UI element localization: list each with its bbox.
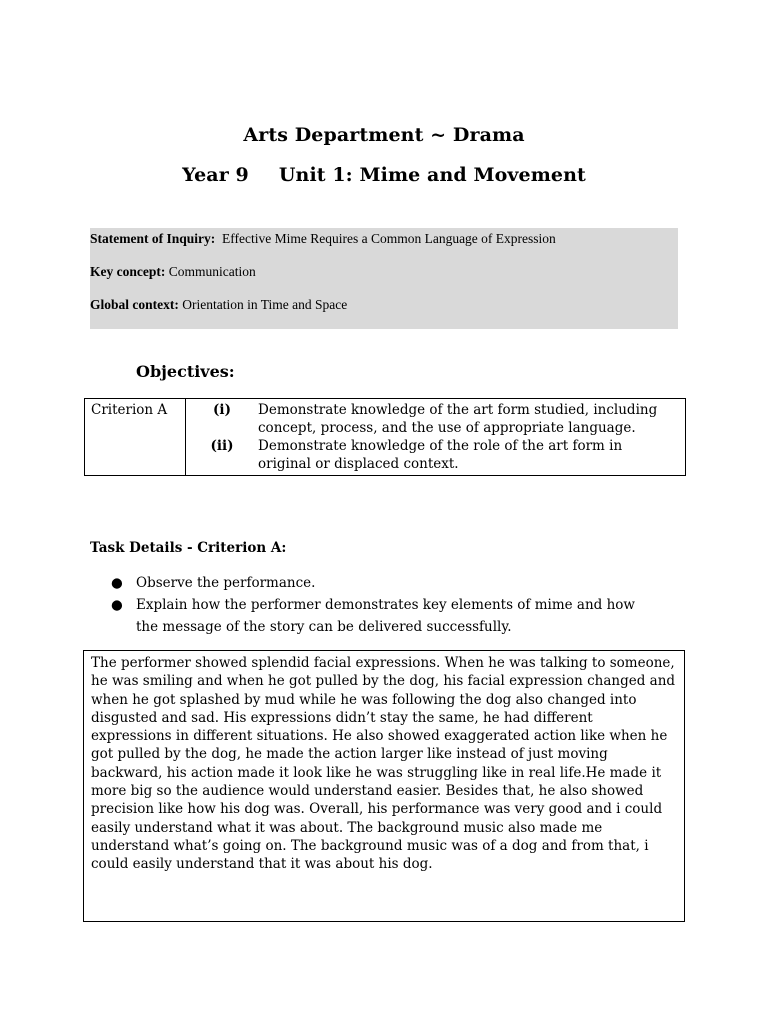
global-context-label: Global context: (90, 297, 179, 312)
bullet-icon: ● (111, 575, 123, 591)
bullet-icon: ● (111, 597, 123, 613)
task-text: Explain how the performer demonstrates key elements of mime and how the message of the story can be delivered successfully. (136, 597, 635, 635)
unit-subtitle (0, 164, 768, 186)
table-row (85, 399, 686, 476)
objective-items-cell (186, 399, 686, 476)
statement-label: Statement of Inquiry: (90, 231, 216, 246)
objective-text: Demonstrate knowledge of the role of the art form in original or displaced context. (258, 438, 623, 472)
objectives-table (84, 398, 686, 476)
key-concept (90, 264, 256, 280)
objectives-heading: Objectives: (136, 362, 235, 381)
list-item (90, 594, 650, 638)
statement-value: Effective Mime Requires a Common Language of Expression (222, 231, 556, 246)
task-details-heading: Task Details - Criterion A: (90, 540, 287, 556)
answer-textbox[interactable] (83, 650, 685, 922)
answer-text: The performer showed splendid facial expressions. When he was talking to someone, he was smiling and when he got pulled by the dog, his facial expression changed and when he got splashed by mud while he was following the dog also changed into disgusted and sad. His expressions didn’t stay the same, he had different expressions in different situations. He also showed exaggerated action like when he got pulled by the dog, he made the action larger like instead of just moving backward, his action made it look like he was struggling like in real life.He made it more big so the audience would understand easier. Besides that, he also showed precision like how his dog was. Overall, his performance was very good and i could easily understand what it was about. The background music also made me understand what’s going on. The background music was of a dog and from that, i could easily understand that it was about his dog. (91, 655, 676, 873)
objective-item (186, 401, 685, 437)
list-item (90, 572, 650, 594)
objective-number: (ii) (210, 438, 234, 454)
key-concept-value: Communication (168, 264, 256, 279)
inquiry-panel (90, 228, 678, 329)
year-label: Year 9 (182, 164, 249, 186)
objective-item (186, 437, 685, 473)
unit-label: Unit 1: Mime and Movement (278, 164, 586, 186)
objective-text: Demonstrate knowledge of the art form studied, including concept, process, and the use of appropriate language. (258, 402, 658, 436)
statement-of-inquiry (90, 231, 556, 247)
global-context-value: Orientation in Time and Space (182, 297, 348, 312)
global-context (90, 297, 347, 313)
objective-number: (i) (213, 402, 231, 418)
page-title: Arts Department ~ Drama (243, 124, 525, 146)
task-text: Observe the performance. (136, 575, 316, 591)
key-concept-label: Key concept: (90, 264, 166, 279)
criterion-cell: Criterion A (85, 399, 186, 476)
task-list (90, 572, 650, 638)
